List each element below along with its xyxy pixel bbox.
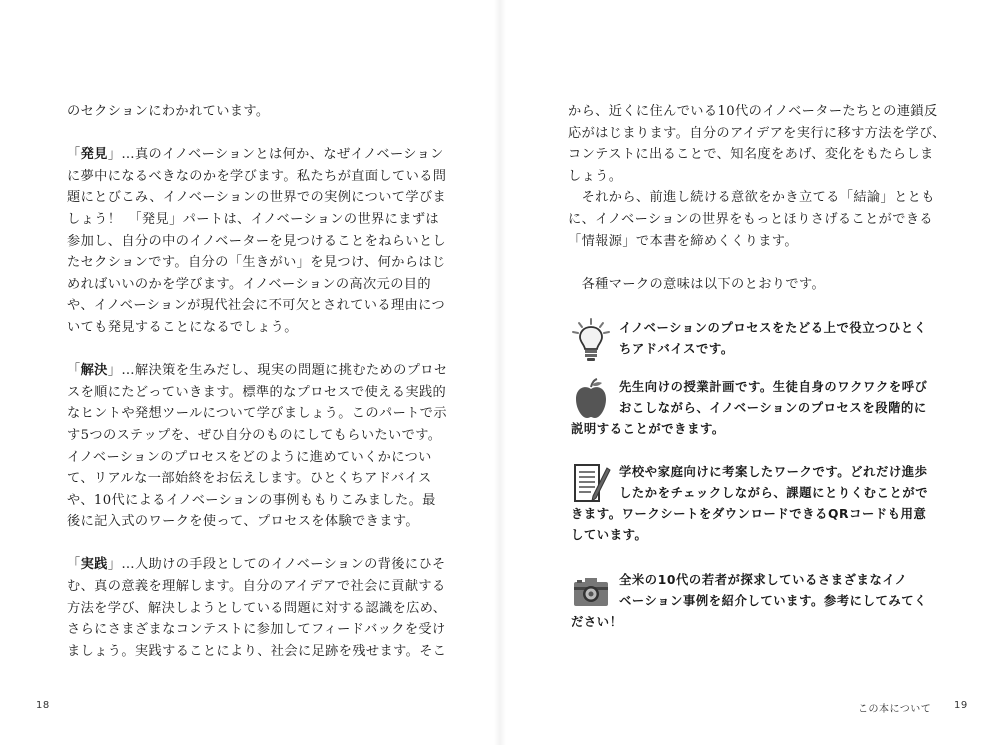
text-line-marks-intro: 各種マークの意味は以下のとおりです。 — [568, 276, 826, 292]
mark-text-line: 全米の10代の若者が探求しているさまざまなイノ — [619, 573, 908, 587]
mark-text-line: 先生向けの授業計画です。生徒自身のワクワクを呼び — [619, 380, 928, 394]
text-line: 題にとびこみ、イノベーションの世界での実例について学びま — [67, 190, 447, 206]
text-line: 方法を学び、解決しようとしている問題に対する認識を広め、 — [67, 600, 447, 616]
text-line: のセクションにわかれています。 — [67, 104, 270, 119]
text-line: む、真の意義を理解します。自分のアイデアで社会に貢献する — [67, 579, 446, 595]
mark-worksheet — [571, 462, 941, 546]
running-head: この本について — [858, 704, 932, 715]
lightbulb-icon — [571, 318, 611, 362]
page-number-left: 18 — [36, 700, 50, 711]
mark-text-line: おこしながら、イノベーションのプロセスを段階的に — [619, 401, 927, 415]
text-line: スを順にたどっていきます。標準的なプロセスで使える実践的 — [67, 384, 447, 400]
text-line: ましょう。実践することにより、社会に足跡を残せます。そこ — [67, 643, 447, 659]
text-line: や、イノベーションが現代社会に不可欠とされている理由につ — [67, 298, 446, 314]
mark-text-line: しています。 — [571, 528, 648, 542]
text-line: いても発見することになるでしょう。 — [67, 319, 298, 335]
mark-case-study — [571, 570, 941, 633]
text-line-practice-heading: 「実践」…人助けの手段としてのイノベーションの背後にひそ — [67, 557, 446, 573]
mark-lesson-plan — [571, 377, 941, 440]
camera-icon — [571, 570, 611, 614]
paragraph-gap — [568, 252, 936, 274]
mark-text-line: 説明することができます。 — [571, 422, 725, 436]
text-line: て、リアルな一部始終をお伝えします。ひとくちアドバイス — [67, 471, 432, 487]
mark-text-line: ださい！ — [571, 615, 623, 629]
text-line: す5つのステップを、ぜひ自分のものにしてもらいたいです。 — [67, 427, 442, 443]
text-line: しょう！ 「発見」パートは、イノベーションの世界にまずは — [67, 211, 439, 227]
section-keyword: 発見 — [80, 147, 108, 163]
text-line: イノベーションのプロセスをどのように進めていくかについ — [67, 449, 432, 465]
text-line: なヒントや発想ツールについて学びましょう。このパートで示 — [67, 406, 447, 422]
text-line: 応がはじまります。自分のアイデアを実行に移す方法を学び、 — [568, 125, 946, 141]
mark-text-line: きます。ワークシートをダウンロードできるQRコードも用意 — [571, 507, 927, 521]
paragraph-gap — [67, 123, 432, 145]
text-line: たセクションです。自分の「生きがい」を見つけ、何からはじ — [67, 255, 446, 271]
text-line-discover-heading: 「発見」…真のイノベーションとは何か、なぜイノベーション — [67, 147, 444, 163]
mark-text-line: イノベーションのプロセスをたどる上で役立つひとく — [619, 321, 927, 335]
text-line: さらにさまざまなコンテストに参加してフィードバックを受け — [67, 622, 446, 638]
text-line: 「情報源」で本書を締めくくります。 — [568, 233, 798, 249]
text-line: めればいいのかを学びます。イノベーションの高次元の目的 — [67, 276, 431, 292]
section-keyword: 実践 — [80, 557, 108, 573]
right-body-text — [568, 101, 946, 295]
mark-text-line: ちアドバイスです。 — [619, 342, 734, 356]
mark-text-line: したかをチェックしながら、課題にとりくむことがで — [619, 486, 929, 500]
mark-tip — [571, 318, 941, 360]
text-line: コンテストに出ることで、知名度をあげ、変化をもたらしま — [568, 147, 934, 163]
worksheet-pencil-icon — [571, 462, 611, 506]
mark-text-line: ベーション事例を紹介しています。参考にしてみてく — [619, 594, 928, 608]
text-line: 参加し、自分の中のイノベーターを見つけることをねらいとし — [67, 233, 447, 249]
apple-icon — [571, 377, 611, 421]
text-line-solve-heading: 「解決」…解決策を生みだし、現実の問題に挑むためのプロセ — [67, 363, 448, 379]
text-line: から、近くに住んでいる10代のイノベーターたちとの連鎖反 — [568, 104, 938, 119]
text-line: に、イノベーションの世界をもっとほりさげることができる — [568, 211, 934, 227]
section-keyword: 解決 — [80, 363, 108, 379]
text-line: それから、前進し続ける意欲をかき立てる「結論」ととも — [568, 190, 935, 206]
text-line: 後に記入式のワークを使って、プロセスを体験できます。 — [67, 514, 419, 530]
text-line: しょう。 — [568, 168, 623, 184]
left-body-text — [67, 101, 448, 662]
mark-text-line: 学校や家庭向けに考案したワークです。どれだけ進歩 — [619, 465, 928, 479]
paragraph-gap — [67, 339, 432, 361]
right-page — [500, 0, 1000, 745]
paragraph-gap — [67, 533, 432, 555]
text-line: や、10代によるイノベーションの事例ももりこみました。最 — [67, 492, 436, 508]
page-number-right: 19 — [954, 700, 968, 711]
text-line: に夢中になるべきなのかを学びます。私たちが直面している問 — [67, 168, 447, 184]
